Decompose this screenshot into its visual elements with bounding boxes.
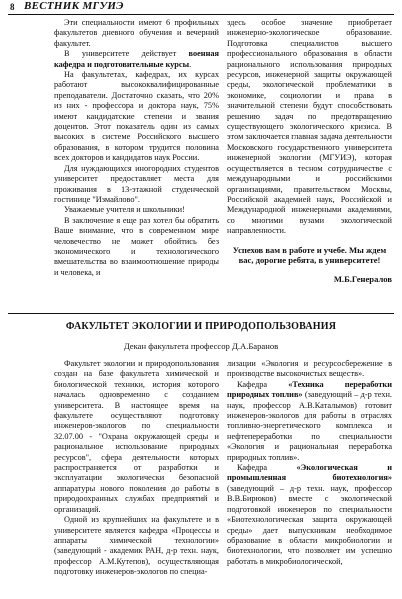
section-title: ФАКУЛЬТЕТ ЭКОЛОГИИ И ПРИРОДОПОЛЬЗОВАНИЯ (65, 321, 337, 332)
paragraph: Эти специальности имеют 6 профильных факультетов дневного обучения и вечерний факультет. (54, 18, 219, 48)
intro-column-left (54, 18, 219, 278)
section-column-left (54, 359, 219, 578)
section-column-right (227, 359, 392, 567)
bold-phrase: военная кафедра и подготовительные курсы (54, 49, 219, 69)
paragraph: В заключение я еще раз хотел бы обратить Ваше внимание, что в современном мире человечество не может обойтись без экономического и технологического вмешательства во взаимоотношение природы и человека, и (54, 215, 219, 277)
author-signature: М.Б.Генералов (333, 274, 392, 285)
paragraph: Одной из крупнейших на факультете и в университете является кафедра «Процессы и аппараты химической технологии» (заведующий - академик РАН, д-р техн. наук, профессор А.М.Кутепов), осуществляющая подготовку инженеров-экологов по специа- (54, 515, 219, 577)
dean-line: Декан факультета профессор Д.А.Баранов (123, 341, 279, 351)
department-name: «Техника переработки природных топлив» (227, 379, 392, 400)
paragraph: Для нуждающихся иногородних студентов университет предоставляет места для проживания в 13-этажной студенческой гостинице "Измайлово". (54, 163, 219, 204)
paragraph: Факультет экологии и природопользования создан на базе факультета химической и биологической техники, история которого началась одновременно с созданием университета. В настоящее время на факультете осуществляют подготовку инженеров-экологов по специальности 32.07.00 - "Охрана окружающей среды и рациональное использование природных ресурсов", сфера деятельности которых распространяется от разработки и эксплуатации экологически безопасной аппаратуры нового поколения до работы в природоохранных службах предприятий и организаций. (54, 359, 219, 514)
paragraph: На факультетах, кафедрах, их курсах работают высококвалифицированные преподаватели. Достаточно сказать, что 20% из них - профессора и доктора наук, 75% имеют кандидатские степени и звания доцентов. Этот показатель один из самых высоких в системе Российского высшего образования, в котором трудится половина всех докторов и кандидатов наук России. (54, 70, 219, 163)
section-divider (8, 313, 394, 314)
paragraph: Кафедра «Экологическая и промышленная биотехнология» (заведующий – д-р техн. наук, профессор В.В.Бирюков) вместе с экологической подготовкой инженеров по специальности «Биотехнологическая защита окружающей среды» дает выпускникам необходимое образование в области микробиологии и биотехнологии, что позволяет им успешно работать в микробиологической, (227, 463, 392, 566)
paragraph: В университете действует военная кафедра и подготовительные курсы. (54, 49, 219, 69)
header-rule (8, 14, 394, 15)
intro-column-right (227, 18, 392, 285)
paragraph: Кафедра «Техника переработки природных топлив» (заведующий – д-р техн. наук, профессор А.В.Каталымов) готовит инженеров-экологов для работы в отраслях топливно-энергетического комплекса и нефтепереработки по специальности «Экология и рациональная переработка природных топлив». (227, 379, 392, 462)
closing-statement: Успехов вам в работе и учебе. Мы ждем вас, дорогие ребята, в университете! (232, 244, 387, 266)
department-name: «Экологическая и промышленная биотехнология» (227, 463, 392, 483)
paragraph: Уважаемые учителя и школьники! (64, 205, 185, 215)
journal-title: ВЕСТНИК МГУИЭ (24, 0, 124, 12)
paragraph: лизации «Экология и ресурсосбережение в производстве высокочистых веществ». (227, 359, 392, 379)
paragraph: здесь особое значение приобретает инженерно-экологическое образование. Подготовка специалистов высшего профессионального образования в области рационального использования природных ресурсов, инженерной защиты окружающей среды, экологической проблематики в экономике, социологии и права в значительной степени будут способствовать решению задач по предотвращению существующего экологического кризиса. В этом заключается главная задача деятельности Московского государственного университета инженерной экологии (МГУИЭ), которая осуществляется в тесном сотрудничестве с международными и российскими организациями, правительством Москвы, Российской академией наук, Российской и Международной инженерными академиями, со многими вузами экологической направленности. (227, 18, 392, 236)
page-number: 8 (10, 2, 15, 12)
